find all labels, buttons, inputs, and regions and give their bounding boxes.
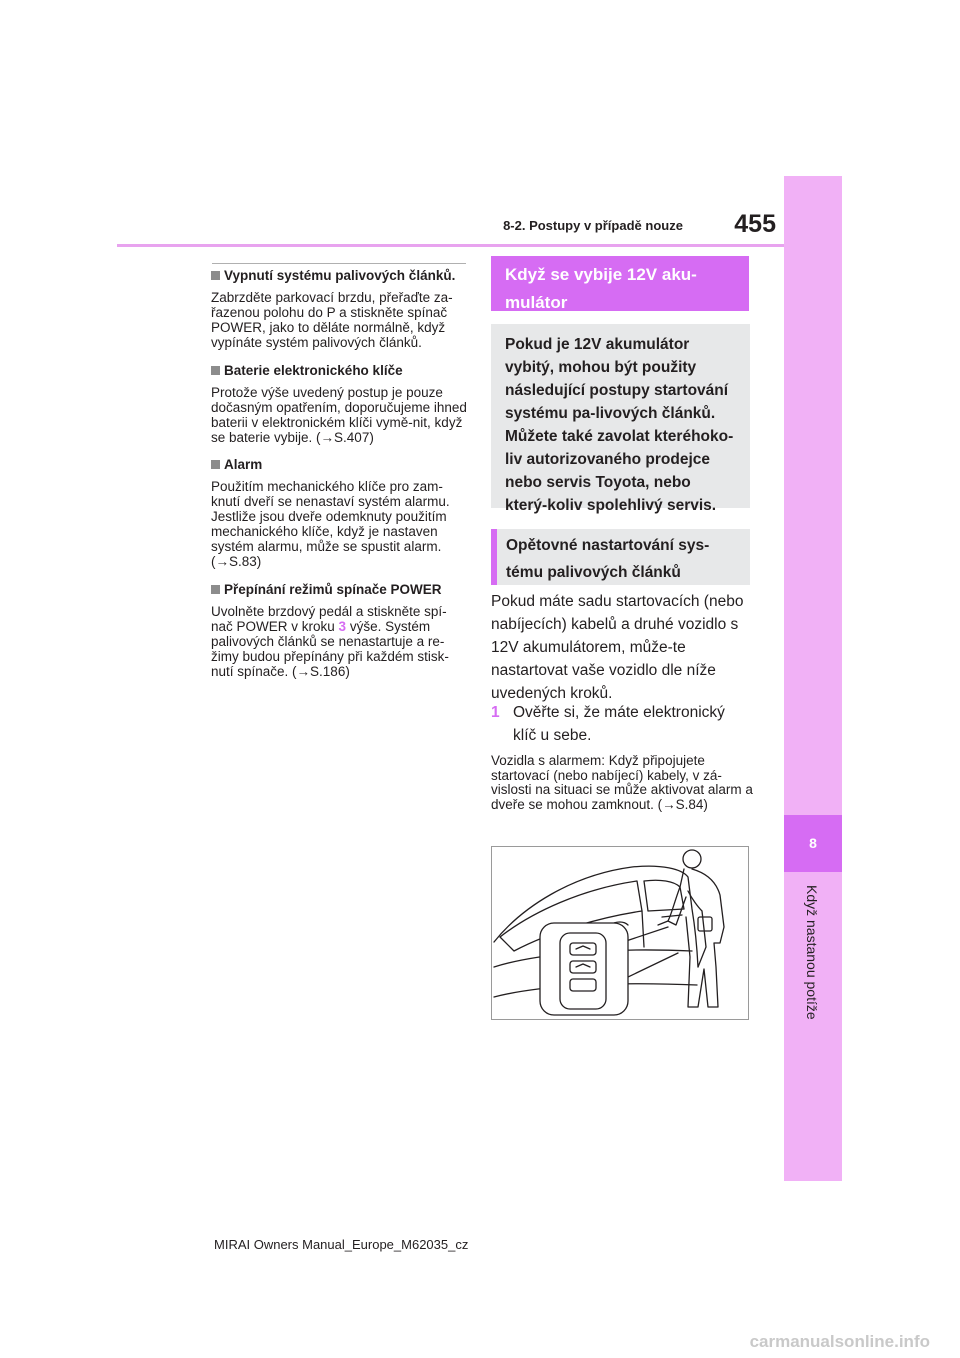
subsection-heading: Opětovné nastartování sys-tému palivových článků (491, 529, 750, 585)
note-heading: Alarm (224, 457, 263, 472)
square-bullet-icon (211, 366, 220, 375)
info-box-line-1: Pokud je 12V akumulátor vybitý, mohou být použity následující postupy startování systému pa-livových článků. (505, 336, 729, 422)
square-bullet-icon (211, 271, 220, 280)
square-bullet-icon (211, 460, 220, 469)
note-block-alarm (211, 457, 467, 569)
illustration-car-and-key (491, 846, 749, 1020)
watermark: carmanualsonline.info (749, 1332, 930, 1351)
note-heading: Přepínání režimů spínače POWER (224, 582, 442, 597)
car-person-key-illustration (492, 847, 748, 1019)
info-box-line-2: Můžete také zavolat kteréhoko-liv autorizovaného prodejce nebo servis Toyota, nebo který-koliv spolehlivý servis. (505, 428, 734, 514)
footer-manual-id: MIRAI Owners Manual_Europe_M62035_cz (214, 1237, 469, 1252)
note-block-fuel-cell-off (211, 268, 467, 350)
chapter-number: 8 (784, 815, 842, 872)
note-body: Protože výše uvedený postup je pouze dočasným opatřením, doporučujeme ihned baterii v elektronickém klíči vymě-nit, když se baterie vybije. (→S.407) (211, 385, 467, 445)
page-number: 455 (734, 210, 776, 238)
section-banner: Když se vybije 12V aku-mulátor (491, 256, 749, 311)
note-heading: Vypnutí systému palivových článků. (224, 268, 456, 283)
step-text: Ověřte si, že máte elektronický klíč u sebe. (513, 704, 725, 744)
step-item (491, 701, 753, 747)
note-body: Zabrzděte parkovací brzdu, přeřaďte za-řazenou polohu do P a stiskněte spínač POWER, jako to děláte normálně, když vypínáte systém palivových článků. (211, 290, 453, 350)
note-body: Použitím mechanického klíče pro zam-knutí dveří se nenastaví systém alarmu. Jestliže jsou dveře odemknuty použitím mechanického klíče, když je nastaven systém alarmu, může se spustit alarm. (→S.83) (211, 479, 450, 569)
left-column-rule (212, 263, 466, 264)
note-body: Uvolněte brzdový pedál a stiskněte spí-nač POWER v kroku 3 výše. Systém palivových článků se nenastartuje a re-žimy budou přepínány při každém stisk-nutí spínače. (→S.186) (211, 604, 449, 679)
note-block-key-battery (211, 363, 467, 445)
info-box (491, 324, 750, 514)
intro-paragraph: Pokud máte sadu startovacích (nebo nabíjecích) kabelů a druhé vozidlo s 12V akumulátorem, může-te nastartovat vaše vozidlo dle níže uvedených kroků. (491, 593, 744, 702)
section-title: 8-2. Postupy v případě nouze (503, 218, 683, 233)
alarm-note: Vozidla s alarmem: Když připojujete startovací (nebo nabíjecí) kabely, v zá-vislosti na situaci se může aktivovat alarm a dveře se mohou zamknout. (→S.84) (491, 753, 753, 812)
square-bullet-icon (211, 585, 220, 594)
step-number: 1 (491, 704, 500, 721)
chapter-title: Když nastanou potíže (804, 885, 820, 1020)
note-block-power-modes (211, 582, 467, 679)
step-reference: 3 (338, 619, 347, 634)
header-rule (117, 244, 841, 247)
note-heading: Baterie elektronického klíče (224, 363, 403, 378)
